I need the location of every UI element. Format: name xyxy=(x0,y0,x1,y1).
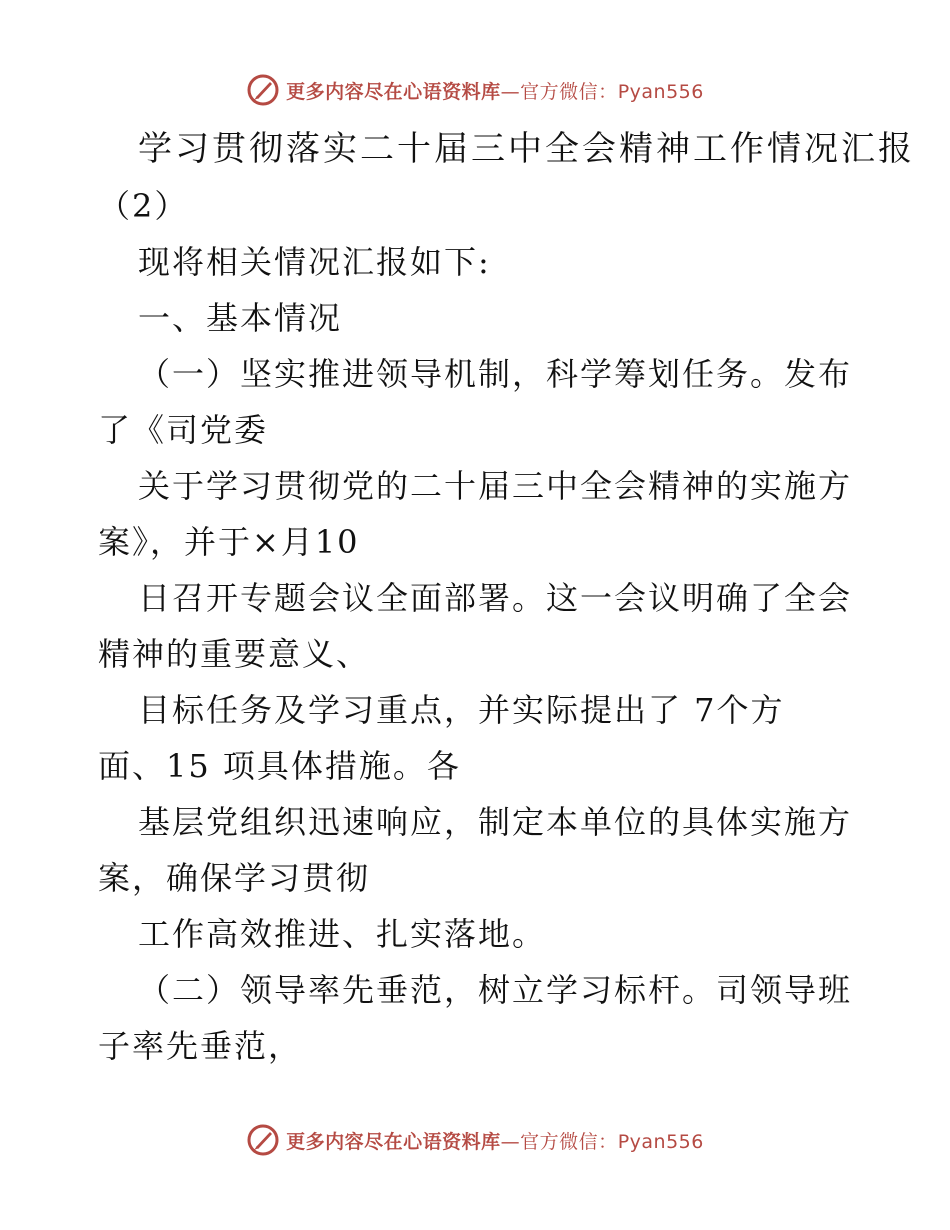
header-watermark xyxy=(0,70,950,110)
paragraph-line: 现将相关情况汇报如下: xyxy=(138,243,491,281)
quill-pen-logo-icon xyxy=(246,1123,280,1157)
watermark-text xyxy=(286,1127,704,1154)
paragraph-line: 精神的重要意义、 xyxy=(98,635,371,673)
subsection-heading: （二）领导率先垂范，树立学习标杆。司领导班 xyxy=(138,971,853,1009)
paragraph-line: 面、15 项具体措施。各 xyxy=(98,747,461,785)
watermark-separator: — xyxy=(500,1130,521,1153)
watermark-wechat-label: 官方微信： xyxy=(520,1130,618,1153)
section-heading: 一、基本情况 xyxy=(138,299,343,337)
paragraph-line: 目标任务及学习重点，并实际提出了 7个方 xyxy=(138,691,785,729)
document-title-continuation: （2） xyxy=(98,187,189,225)
quill-pen-logo-icon xyxy=(246,73,280,107)
paragraph-line: 子率先垂范， xyxy=(98,1027,303,1065)
document-body xyxy=(98,120,915,1074)
paragraph-line: 案》，并于×月10 xyxy=(98,523,360,561)
document-title: 学习贯彻落实二十届三中全会精神工作情况汇报 xyxy=(138,129,915,169)
paragraph-line: 案，确保学习贯彻 xyxy=(98,859,371,897)
subsection-heading: （一）坚实推进领导机制，科学筹划任务。发布 xyxy=(138,355,853,393)
paragraph-line: 关于学习贯彻党的二十届三中全会精神的实施方 xyxy=(138,467,853,505)
paragraph-line: 了《司党委 xyxy=(98,411,269,449)
watermark-wechat-id: Pyan556 xyxy=(617,80,704,103)
watermark-separator: — xyxy=(500,80,521,103)
watermark-brand: 更多内容尽在心语资料库 xyxy=(286,1130,501,1153)
paragraph-line: 基层党组织迅速响应，制定本单位的具体实施方 xyxy=(138,803,853,841)
watermark-text xyxy=(286,77,704,104)
watermark-wechat-id: Pyan556 xyxy=(617,1130,704,1153)
footer-watermark xyxy=(0,1120,950,1160)
paragraph-line: 工作高效推进、扎实落地。 xyxy=(138,915,547,953)
paragraph-line: 日召开专题会议全面部署。这一会议明确了全会 xyxy=(138,579,853,617)
watermark-brand: 更多内容尽在心语资料库 xyxy=(286,80,501,103)
watermark-wechat-label: 官方微信： xyxy=(520,80,618,103)
